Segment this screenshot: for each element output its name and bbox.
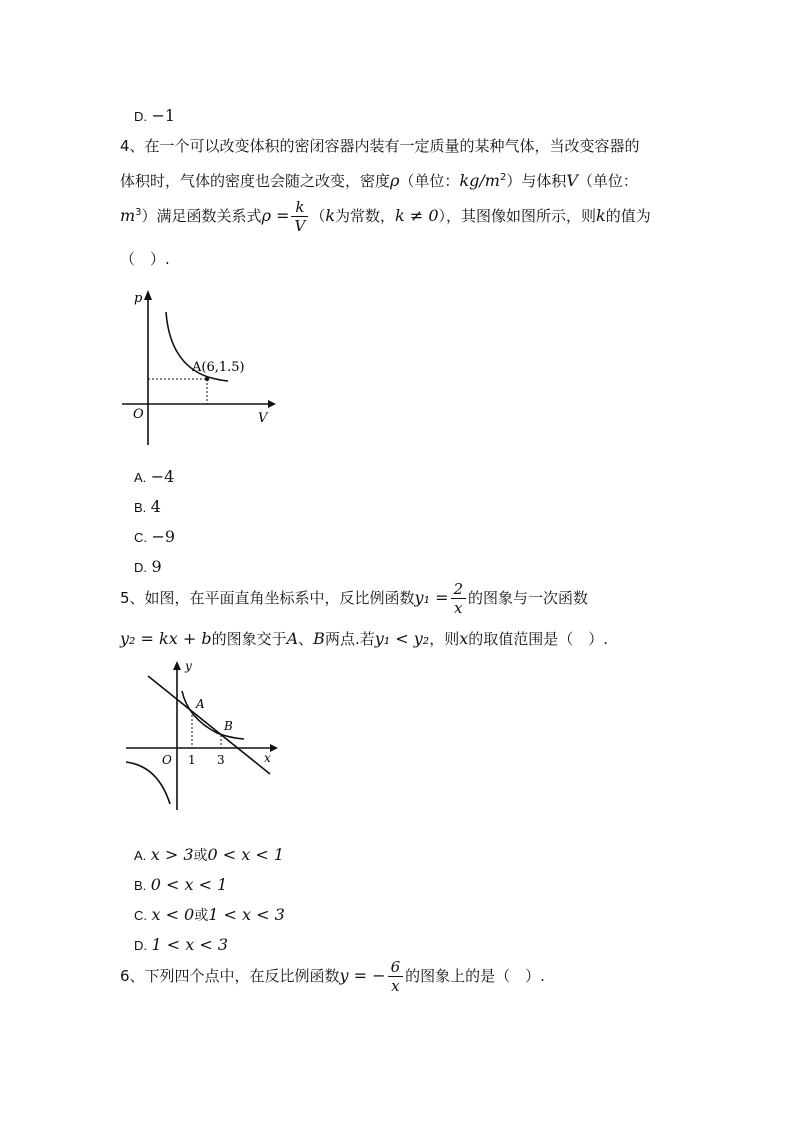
option-or: 或 bbox=[193, 848, 208, 864]
q6-text: 6、下列四个点中，在反比例函数 bbox=[120, 967, 340, 985]
q5-text: 的图象交于 bbox=[211, 630, 287, 648]
option-value: x < 0 bbox=[151, 905, 195, 924]
q4-text: （单位： bbox=[399, 172, 460, 190]
inequality: y₁ < y₂ bbox=[374, 629, 430, 648]
q5-option-a[interactable] bbox=[134, 845, 284, 866]
q6-text: 的图象上的是（ ）. bbox=[405, 967, 545, 985]
k-symbol: k bbox=[596, 206, 606, 225]
fraction-6-over-x: $\frac{6}{x}$ bbox=[388, 958, 404, 995]
option-label: C. bbox=[134, 530, 147, 545]
option-label: C. bbox=[134, 908, 147, 923]
fraction-k-over-v: $\frac{k}{V}$ bbox=[291, 198, 308, 235]
q5-text: 的取值范围是（ ）. bbox=[468, 630, 609, 648]
fraction-2-over-x: $\frac{2}{x}$ bbox=[451, 580, 467, 617]
option-value: 4 bbox=[150, 497, 161, 516]
q5-line1 bbox=[120, 580, 588, 617]
volume-symbol: V bbox=[566, 171, 578, 190]
q4-line1: 4、在一个可以改变体积的密闭容器内装有一定质量的某种气体，当改变容器的 bbox=[120, 137, 640, 155]
x-axis-label: V bbox=[258, 411, 268, 426]
k-symbol: k bbox=[325, 206, 336, 225]
volume-unit: m bbox=[120, 206, 136, 225]
option-label: D. bbox=[134, 938, 147, 953]
y1-symbol: y₁ = bbox=[414, 588, 449, 607]
option-value: −9 bbox=[151, 527, 176, 546]
point-a-label: A bbox=[196, 697, 205, 711]
q5-graph bbox=[122, 658, 282, 813]
point-b-label: B bbox=[224, 719, 233, 733]
tick-3-label: 3 bbox=[217, 753, 225, 767]
origin-label: O bbox=[133, 407, 144, 422]
x-axis-label: x bbox=[264, 751, 271, 765]
option-label: D. bbox=[134, 560, 147, 575]
q4-text: （ bbox=[310, 207, 326, 225]
option-label: B. bbox=[134, 878, 147, 893]
option-value: 1 < x < 3 bbox=[208, 905, 285, 924]
point-b: B bbox=[313, 629, 325, 648]
q4-line3: $m^3$）满足函数关系式ρ = $\frac{k}{V}$ （k为常数，k ≠ 0），其图像如图所示，则k的值为 bbox=[120, 198, 651, 235]
q4-text: 的值为 bbox=[605, 207, 651, 225]
option-value: 1 < x < 3 bbox=[151, 935, 228, 954]
q5-text: 5、如图，在平面直角坐标系中，反比例函数 bbox=[120, 589, 415, 607]
option-or: 或 bbox=[194, 908, 209, 924]
q5-option-b[interactable] bbox=[134, 875, 227, 896]
q4-text: ）满足函数关系式 bbox=[141, 207, 262, 225]
k-neq-zero: k ≠ 0 bbox=[395, 206, 439, 225]
q4-text: ）与体积 bbox=[506, 172, 567, 190]
q4-text: ），其图像如图所示，则 bbox=[438, 207, 597, 225]
option-label: B. bbox=[134, 500, 147, 515]
x-symbol: x bbox=[459, 629, 469, 648]
q4-option-b[interactable] bbox=[134, 497, 161, 518]
q6-line1 bbox=[120, 958, 545, 995]
q4-option-a[interactable] bbox=[134, 467, 174, 488]
option-value: x > 3 bbox=[150, 845, 194, 864]
formula-lhs: ρ = bbox=[261, 206, 290, 225]
point-a-label: A(6,1.5) bbox=[192, 360, 245, 375]
q5-text: 的图象与一次函数 bbox=[468, 589, 589, 607]
y-axis-label: y bbox=[185, 659, 192, 673]
q4-text: 体积时，气体的密度也会随之改变，密度 bbox=[120, 172, 391, 190]
q4-text: 为常数， bbox=[335, 207, 396, 225]
option-value: 0 < x < 1 bbox=[207, 845, 285, 864]
y-axis-label: p bbox=[134, 291, 143, 306]
origin-label: O bbox=[162, 753, 172, 767]
tick-1-label: 1 bbox=[188, 753, 196, 767]
prev-option-d bbox=[134, 106, 175, 127]
option-label: A. bbox=[134, 470, 147, 485]
q4-line2: 体积时，气体的密度也会随之改变，密度ρ（单位：$kg/m^2$）与体积V（单位： bbox=[120, 171, 638, 190]
q4-line4: （ ）. bbox=[120, 250, 170, 268]
density-unit: kg/m bbox=[459, 171, 500, 190]
q5-text: ，则 bbox=[429, 630, 460, 648]
q4-text: （单位： bbox=[577, 172, 638, 190]
option-value: 0 < x < 1 bbox=[150, 875, 228, 894]
option-label: A. bbox=[134, 848, 147, 863]
point-a: A bbox=[286, 629, 299, 648]
option-label: D. bbox=[134, 109, 147, 124]
q4-option-c[interactable] bbox=[134, 527, 175, 548]
linear-function: y₂ = kx + b bbox=[120, 629, 212, 648]
q5-line2 bbox=[120, 628, 608, 650]
option-value: −4 bbox=[150, 467, 175, 486]
q5-option-d[interactable] bbox=[134, 935, 228, 956]
q5-text: 两点.若 bbox=[324, 630, 375, 648]
option-value: −1 bbox=[151, 106, 176, 125]
q4-option-d[interactable] bbox=[134, 557, 162, 578]
q5-text: 、 bbox=[298, 630, 314, 648]
rho-symbol: ρ bbox=[390, 171, 400, 190]
y-symbol: y = − bbox=[339, 966, 386, 985]
q4-graph bbox=[118, 282, 278, 452]
option-value: 9 bbox=[151, 557, 162, 576]
q5-option-c[interactable] bbox=[134, 905, 285, 926]
